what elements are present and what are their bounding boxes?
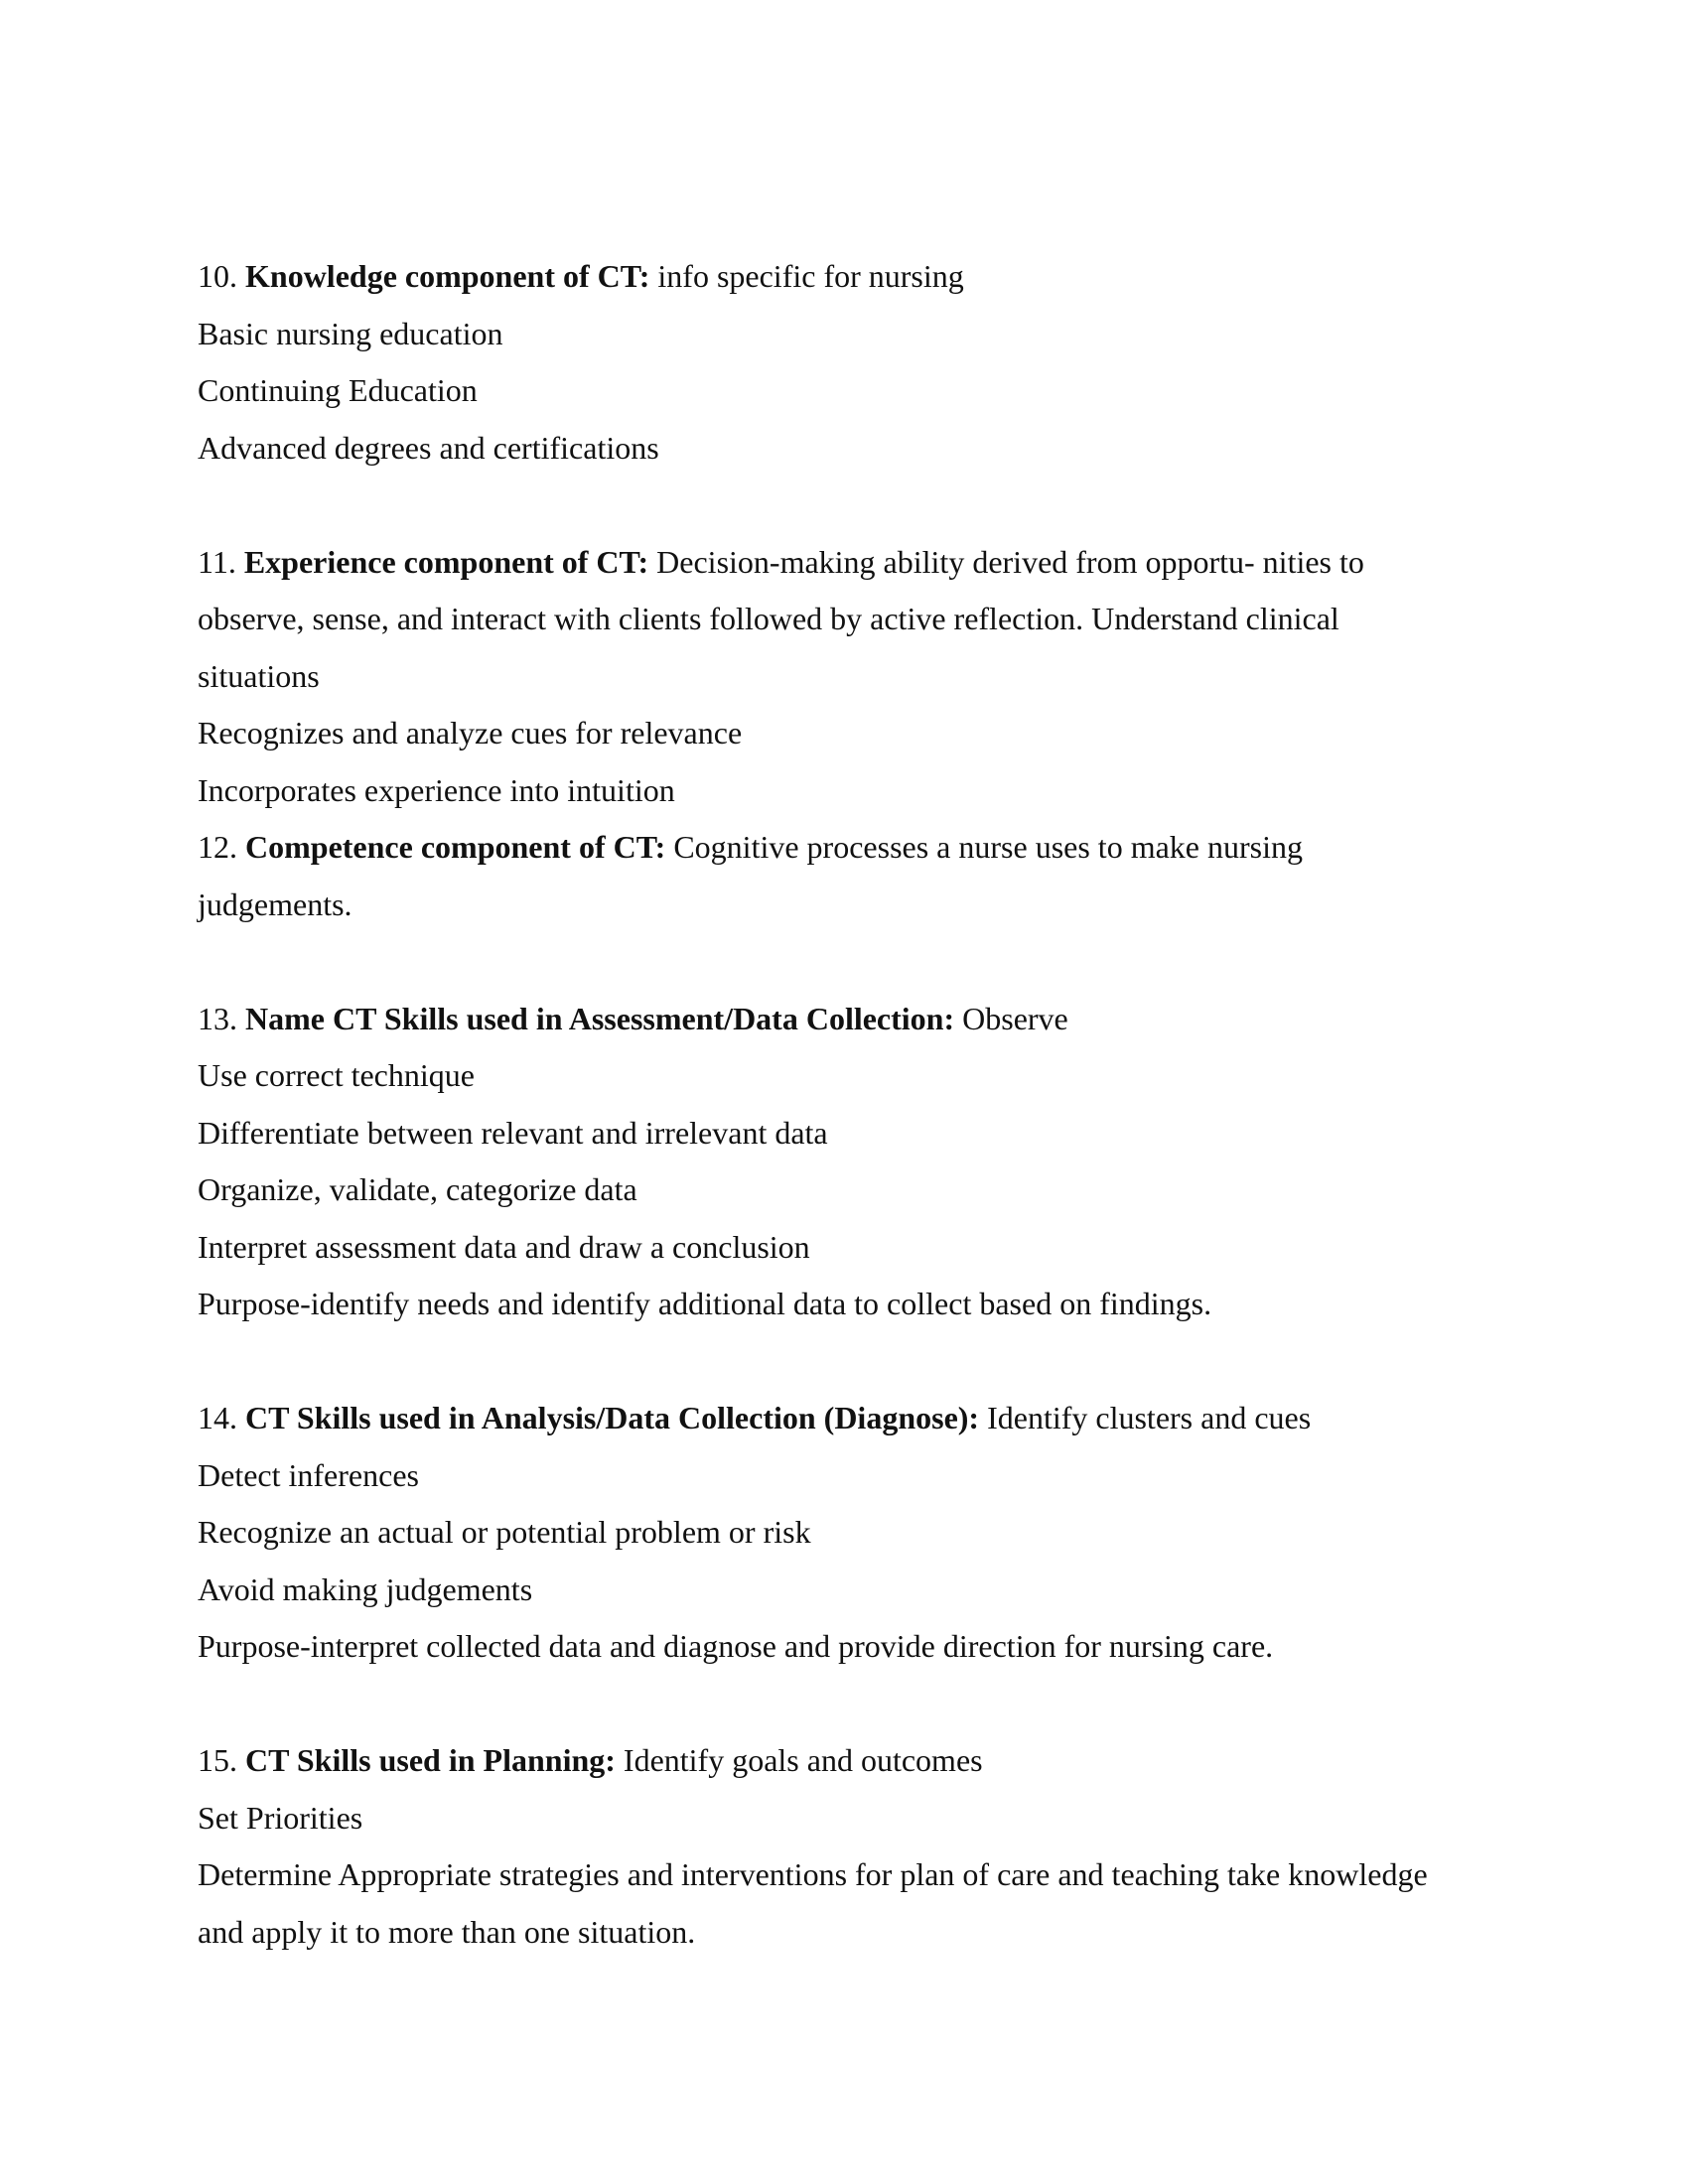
- list-item: Recognize an actual or potential problem or risk: [198, 1514, 811, 1550]
- section-term: Name CT Skills used in Assessment/Data Collection:: [245, 1000, 955, 1036]
- list-item: Purpose-identify needs and identify additional data to collect based on findings.: [198, 1286, 1212, 1321]
- section-definition-continued: situations: [198, 657, 320, 694]
- section-definition-continued: judgements.: [198, 886, 352, 922]
- list-item: Organize, validate, categorize data: [198, 1171, 637, 1207]
- list-item: Detect inferences: [198, 1456, 419, 1493]
- list-item: Set Priorities: [198, 1799, 363, 1836]
- section-term: Knowledge component of CT:: [245, 258, 650, 294]
- spacer: [198, 933, 1488, 991]
- spacer: [198, 1333, 1488, 1391]
- section-15-heading: [198, 1732, 1488, 1790]
- list-item: Use correct technique: [198, 1057, 475, 1093]
- list-item: Determine Appropriate strategies and interventions for plan of care and teaching take knowledge: [198, 1856, 1428, 1892]
- section-definition: Decision-making ability derived from opportu- nities to: [656, 543, 1364, 580]
- list-item: Advanced degrees and certifications: [198, 429, 659, 466]
- section-term: CT Skills used in Analysis/Data Collection (Diagnose):: [245, 1400, 980, 1435]
- section-definition-continued: observe, sense, and interact with clients followed by active reflection. Understand clinical: [198, 601, 1339, 636]
- list-item: Basic nursing education: [198, 315, 503, 351]
- document-page: [198, 248, 1488, 1961]
- list-item: and apply it to more than one situation.: [198, 1913, 696, 1950]
- section-13-heading: [198, 991, 1488, 1048]
- list-item: Recognizes and analyze cues for relevance: [198, 715, 743, 751]
- section-definition: Observe: [962, 1000, 1068, 1036]
- section-definition: Identify goals and outcomes: [623, 1742, 983, 1778]
- section-number: 12.: [198, 829, 237, 865]
- spacer: [198, 1676, 1488, 1733]
- list-item: Avoid making judgements: [198, 1570, 533, 1607]
- section-term: CT Skills used in Planning:: [245, 1742, 616, 1778]
- list-item: Differentiate between relevant and irrelevant data: [198, 1114, 828, 1151]
- list-item: Interpret assessment data and draw a conclusion: [198, 1228, 810, 1265]
- section-number: 15.: [198, 1742, 237, 1778]
- section-number: 13.: [198, 1000, 237, 1036]
- section-14-heading: [198, 1390, 1488, 1447]
- list-item: Incorporates experience into intuition: [198, 771, 675, 808]
- section-number: 10.: [198, 258, 237, 294]
- section-12-heading: [198, 819, 1488, 877]
- section-definition: info specific for nursing: [657, 258, 964, 294]
- section-term: Experience component of CT:: [243, 543, 649, 580]
- list-item: Continuing Education: [198, 372, 478, 408]
- section-definition: Cognitive processes a nurse uses to make nursing: [673, 829, 1303, 865]
- section-10-heading: [198, 248, 1488, 306]
- section-definition: Identify clusters and cues: [987, 1400, 1312, 1435]
- section-term: Competence component of CT:: [245, 829, 666, 865]
- list-item: Purpose-interpret collected data and diagnose and provide direction for nursing care.: [198, 1628, 1274, 1664]
- section-11-heading: [198, 534, 1488, 592]
- spacer: [198, 477, 1488, 534]
- section-number: 11.: [198, 543, 236, 580]
- section-number: 14.: [198, 1400, 237, 1435]
